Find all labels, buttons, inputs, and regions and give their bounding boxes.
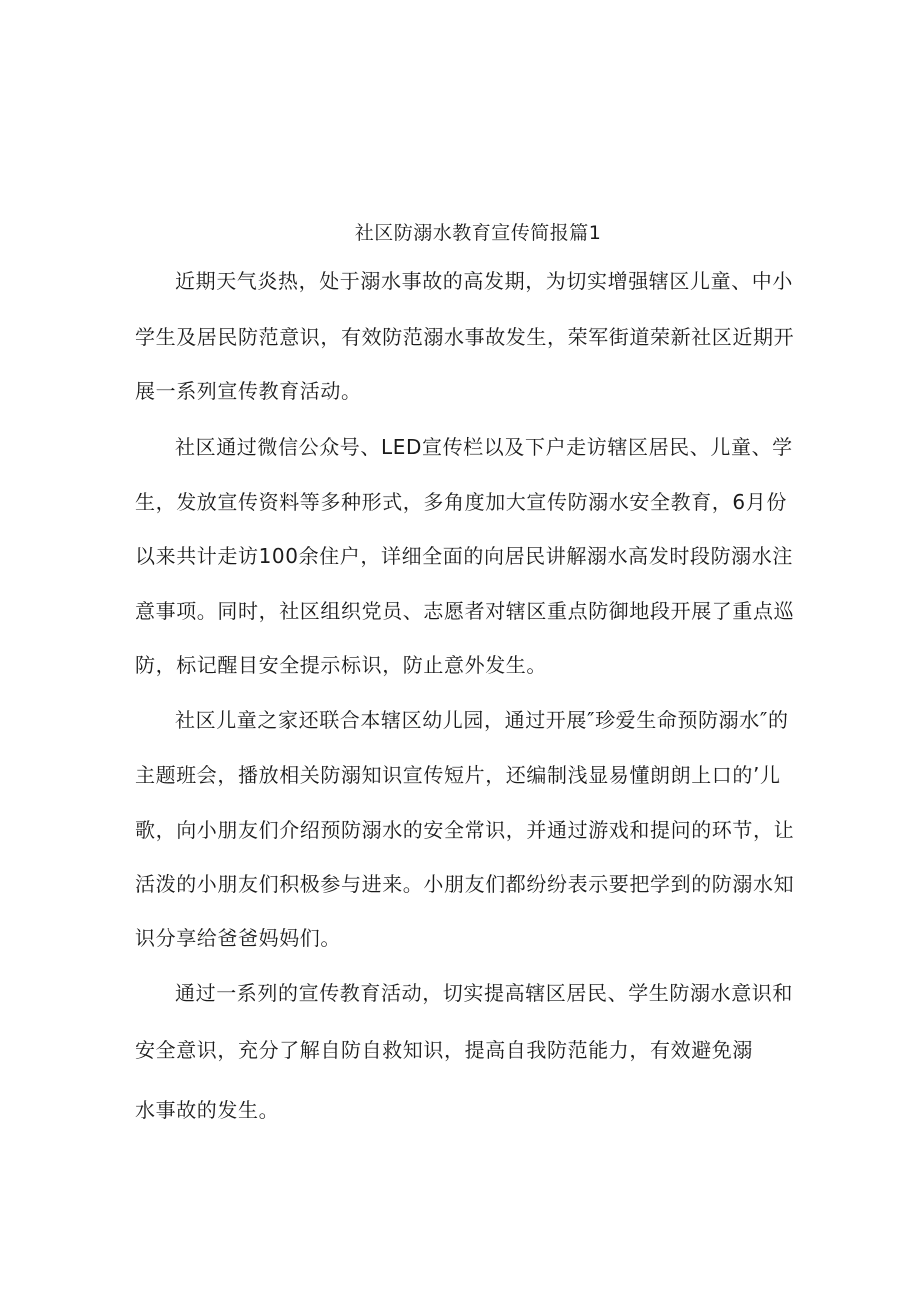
paragraph-3-line-4: 活泼的小朋友们积极参与进来。小朋友们都纷纷表示要把学到的防溺水知 <box>135 872 795 896</box>
paragraph-2-line-4: 意事项。同时，社区组织党员、志愿者对辖区重点防御地段开展了重点巡 <box>135 599 795 623</box>
paragraph-3-line-2: 主题班会，播放相关防溺知识宣传短片，还编制浅显易懂朗朗上口的’儿 <box>135 763 781 787</box>
document-title: 社区防溺水教育宣传简报篇1 <box>354 222 602 244</box>
paragraph-2-line-2: 生，发放宣传资料等多种形式，多角度加大宣传防溺水安全教育，6月份 <box>135 490 787 514</box>
paragraph-2-line-1: 社区通过微信公众号、LED宣传栏以及下户走访辖区居民、儿童、学 <box>175 435 793 459</box>
paragraph-3-line-1: 社区儿童之家还联合本辖区幼儿园，通过开展″珍爱生命预防溺水″的 <box>175 708 789 732</box>
paragraph-1-line-1: 近期天气炎热，处于溺水事故的高发期，为切实增强辖区儿童、中小 <box>175 269 793 293</box>
paragraph-2-line-3: 以来共计走访100余住户，详细全面的向居民讲解溺水高发时段防溺水注 <box>135 544 793 568</box>
paragraph-1-line-3: 展一系列宣传教育活动。 <box>135 379 362 403</box>
paragraph-2-line-5: 防，标记醒目安全提示标识，防止意外发生。 <box>135 653 547 677</box>
paragraph-3-line-5: 识分享给爸爸妈妈们。 <box>135 926 341 950</box>
paragraph-4-line-1: 通过一系列的宣传教育活动，切实提高辖区居民、学生防溺水意识和 <box>175 981 793 1005</box>
paragraph-4-line-3: 水事故的发生。 <box>135 1098 280 1122</box>
paragraph-1-line-2: 学生及居民防范意识，有效防范溺水事故发生，荣军街道荣新社区近期开 <box>135 325 795 349</box>
paragraph-3-line-3: 歌，向小朋友们介绍预防溺水的安全常识，并通过游戏和提问的环节，让 <box>135 818 795 842</box>
paragraph-4-line-2: 安全意识，充分了解自防自救知识，提高自我防范能力，有效避免溺 <box>135 1038 753 1062</box>
